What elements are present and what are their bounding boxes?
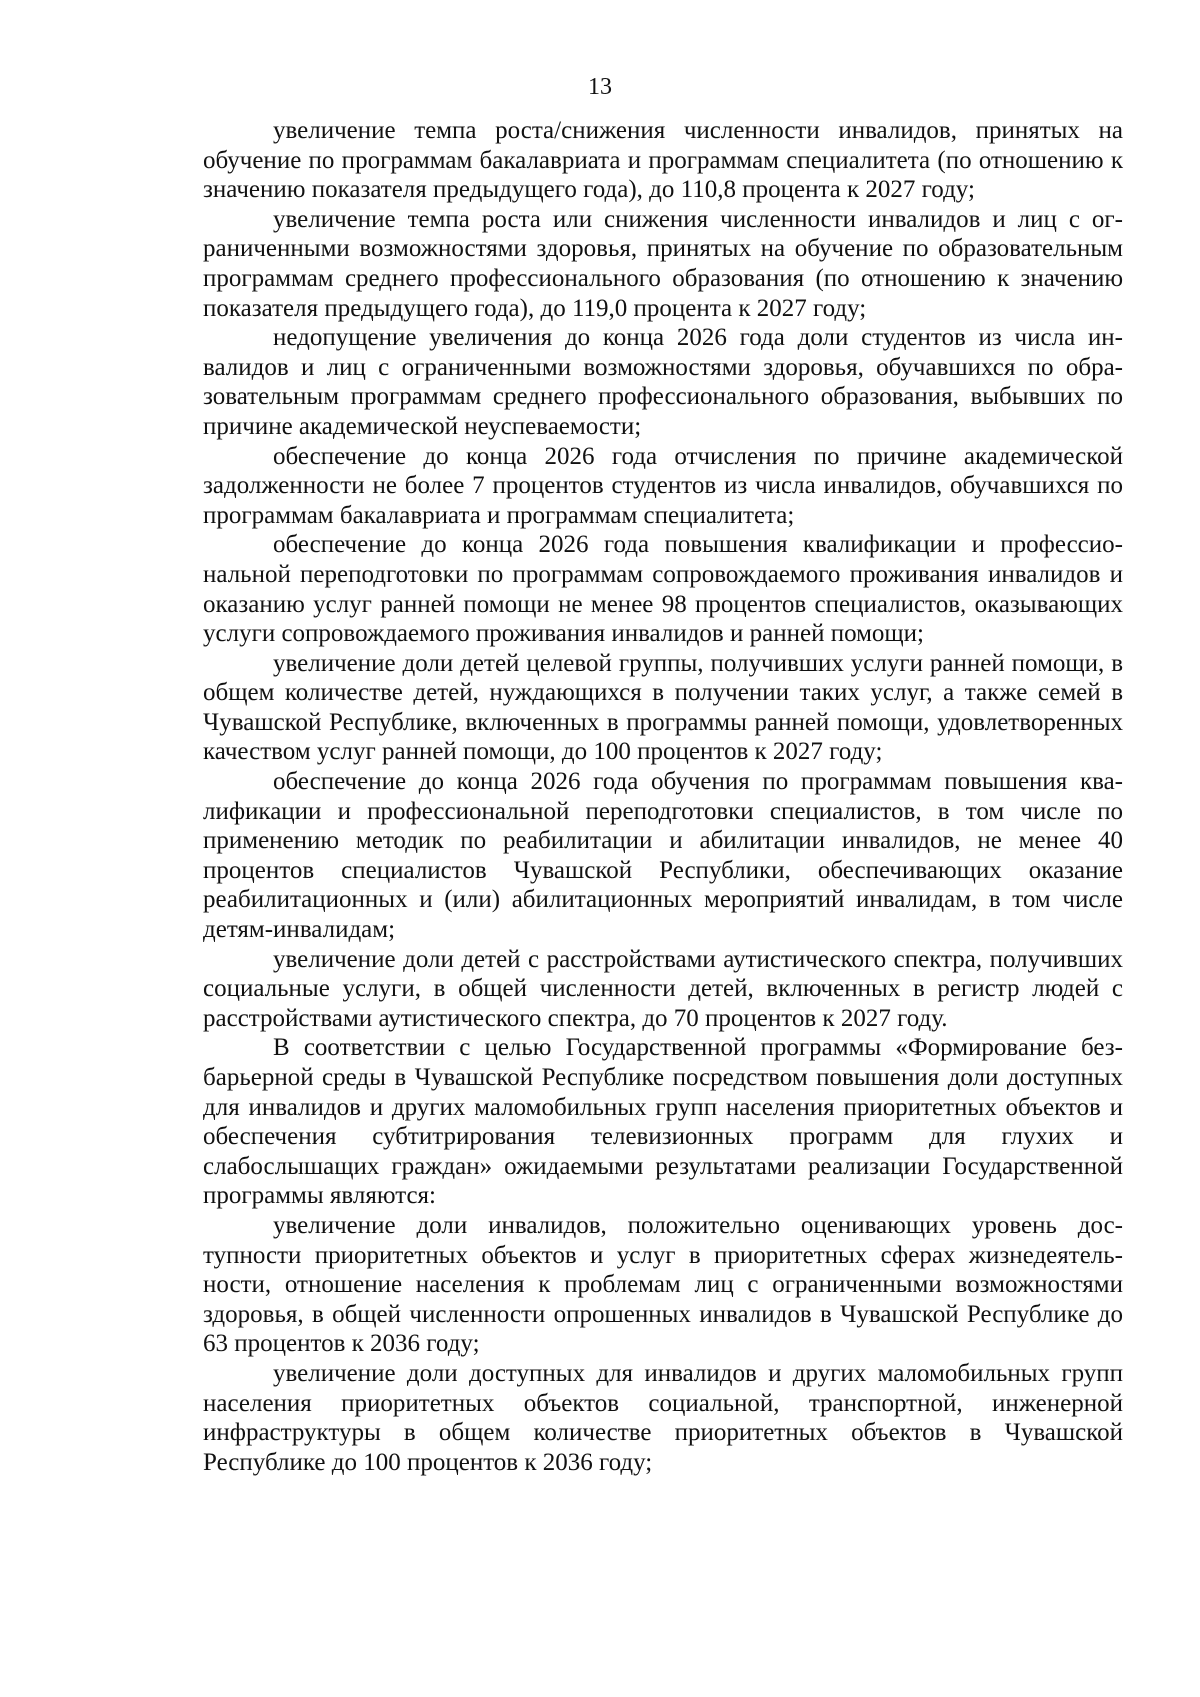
- paragraph-9: В соответствии с целью Государственной программы «Формирование безбарьерной среды в Чувашской Республике посредством повышения доли доступных для инвалидов и других маломобильных групп населения приоритетных объектов и обеспечения субтитрирования телевизионных программ для глухих и слабослышащих граждан» ожидаемыми результатами реализации Государственной программы являются:: [203, 1034, 1123, 1210]
- paragraph-8: увеличение доли детей с расстройствами аутистического спектра, получивших социальные услуги, в общей численности детей, включенных в регистр людей с расстройствами аутистического спектра, до 70 процентов к 2027 году.: [203, 945, 1123, 1032]
- paragraph-7: обеспечение до конца 2026 года обучения по программам повышения квалификации и профессиональной переподготовки специалистов, в том числе по применению методик по реабилитации и абилитации инвалидов, не менее 40 процентов специалистов Чувашской Республики, обеспечивающих оказание реабилитационных и (или) абилитационных мероприятий инвалидам, в том числе детям-инвалидам;: [203, 768, 1123, 944]
- paragraph-5: обеспечение до конца 2026 года повышения квалификации и профессиональной переподготовки по программам сопровождаемого проживания инвалидов и оказанию услуг ранней помощи не менее 98 процентов специалистов, оказывающих услуги сопровождаемого проживания инвалидов и ранней помощи;: [203, 531, 1123, 648]
- paragraph-4: обеспечение до конца 2026 года отчисления по причине академической задолженности не более 7 процентов студентов из числа инвалидов, обучавшихся по программам бакалавриата и программам специалитета;: [203, 442, 1123, 529]
- paragraph-11: увеличение доли доступных для инвалидов и других маломобильных групп населения приоритетных объектов социальной, транспортной, инженерной инфраструктуры в общем количестве приоритетных объектов в Чувашской Республике до 100 процентов к 2036 году;: [203, 1359, 1123, 1476]
- paragraph-6: увеличение доли детей целевой группы, получивших услуги ранней помощи, в общем количестве детей, нуждающихся в получении таких услуг, а также семей в Чувашской Республике, включенных в программы ранней помощи, удовлетворенных качеством услуг ранней помощи, до 100 процентов к 2027 году;: [203, 649, 1123, 766]
- paragraph-10: увеличение доли инвалидов, положительно оценивающих уровень доступности приоритетных объектов и услуг в приоритетных сферах жизнедеятельности, отношение населения к проблемам лиц с ограниченными возможностями здоровья, в общей численности опрошенных инвалидов в Чувашской Республике до 63 процентов к 2036 году;: [203, 1211, 1123, 1358]
- paragraph-1: увеличение темпа роста/снижения численности инвалидов, принятых на обучение по программам бакалавриата и программам специалитета (по отношению к значению показателя предыдущего года), до 110,8 процента к 2027 году;: [203, 117, 1123, 204]
- paragraph-2: увеличение темпа роста или снижения численности инвалидов и лиц с ограниченными возможностями здоровья, принятых на обучение по образовательным программам среднего профессионального образования (по отношению к значению показателя предыдущего года), до 119,0 процента к 2027 году;: [203, 205, 1123, 322]
- document-body: [203, 116, 1123, 1477]
- paragraph-3: недопущение увеличения до конца 2026 года доли студентов из числа инвалидов и лиц с ограниченными возможностями здоровья, обучавшихся по образовательным программам среднего профессионального образования, выбывших по причине академической неуспеваемости;: [203, 324, 1123, 440]
- page-number: 13: [588, 74, 612, 100]
